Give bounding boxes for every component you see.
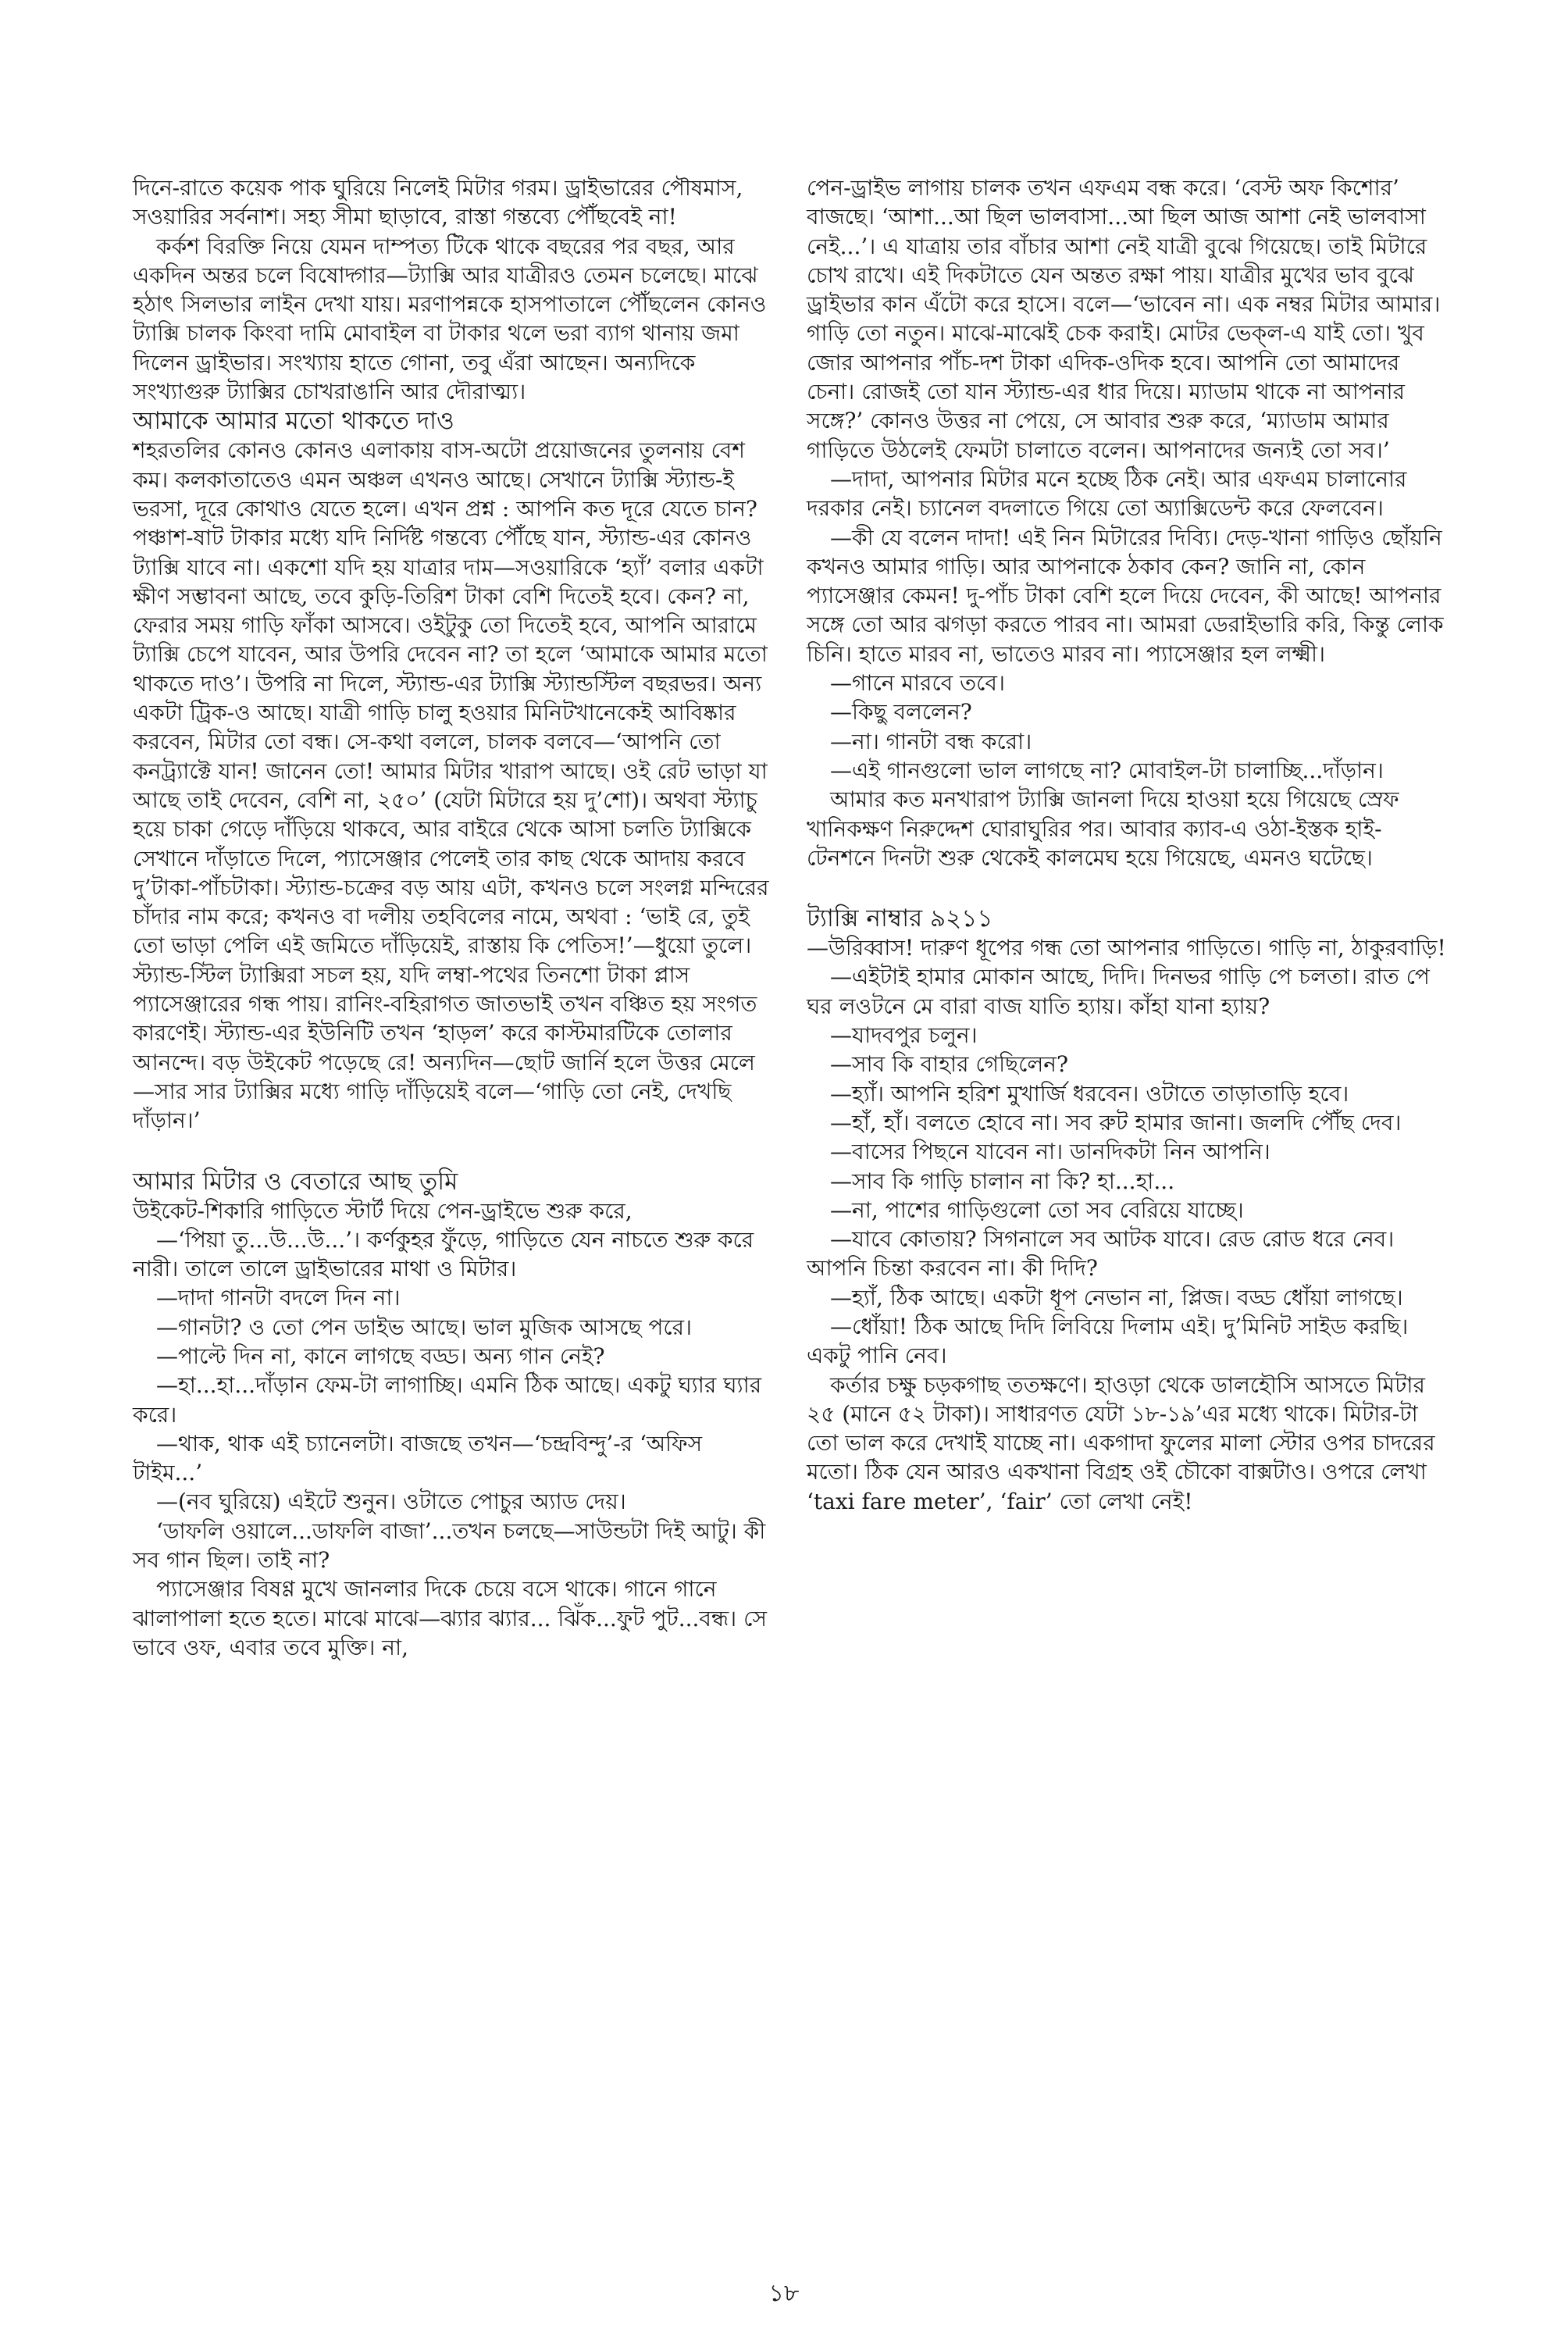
dialogue-line: —না, পাশের গাড়িগুলো তো সব বেরিয়ে যাচ্ছে।: [830, 1196, 1244, 1223]
body-paragraph: উইকেট-শিকারি গাড়িতে স্টার্ট দিয়ে পেন-ড্রাইভে শুরু করে,: [133, 1197, 633, 1224]
body-paragraph: পেন-ড্রাইভ লাগায় চালক তখন এফএম বন্ধ করে। ‘বেস্ট অফ কিশোর’ বাজছে। ‘আশা...আ ছিল ভালবাসা...আ ছিল আজ আশা নেই ভালবাসা নেই...’। এ যাত্রায় তার বাঁচার আশা নেই যাত্রী বুঝে গিয়েছে। তাই মিটারে চোখ রাখে। এই দিকটাতে যেন অন্তত রক্ষা পায়। যাত্রীর মুখের ভাব বুঝে ড্রাইভার কান এঁটো করে হাসে। বলে—‘ভাবেন না। এক নম্বর মিটার আমার। গাড়ি তো নতুন। মাঝে-মাঝেই চেক করাই। মোটর ভেক্‌ল-এ যাই তো। খুব জোর আপনার পাঁচ-দশ টাকা এদিক-ওদিক হবে। আপনি তো আমাদের চেনা। রোজই তো যান স্ট্যান্ড-এর ধার দিয়ে। ম্যাডাম থাকে না আপনার সঙ্গে?’ কোনও উত্তর না পেয়ে, সে আবার শুরু করে, ‘ম্যাডাম আমার গাড়িতে উঠলেই ফেমটা চালাতে বলেন। আপনাদের জন্যই তো সব।’: [807, 175, 1441, 463]
left-column: [133, 173, 773, 1662]
dialogue-line: —এই গানগুলো ভাল লাগছে না? মোবাইল-টা চালাচ্ছি...দাঁড়ান।: [830, 757, 1384, 783]
page-number: ১৮: [768, 2280, 800, 2307]
dialogue-line: —দাদা গানটা বদলে দিন না।: [156, 1285, 401, 1311]
dialogue-line: —সাব কি গাড়ি চালান না কি? হা...হা...: [830, 1168, 1175, 1194]
body-paragraph: কর্তার চক্ষু চড়কগাছ ততক্ষণে। হাওড়া থেকে ডালহৌসি আসতে মিটার ২৫ (মানে ৫২ টাকা)। সাধারণত যেটা ১৮-১৯’এর মধ্যে থাকে। মিটার-টা তো ভাল করে দেখাই যাচ্ছে না। একগাদা ফুলের মালা স্টোর ওপর চাদরের মতো। ঠিক যেন আরও একখানা বিগ্রহ ওই চৌকো বাক্সটাও। ওপরে লেখা ‘taxi fare meter’, ‘fair’ তো লেখা নেই!: [807, 1371, 1435, 1514]
section-spacer: [807, 872, 1447, 904]
dialogue-line: —যাবে কোতায়? সিগনালে সব আটক যাবে। রেড রোড ধরে নেব। আপনি চিন্তা করবেন না। কী দিদি?: [807, 1226, 1395, 1282]
dialogue-line: —বাসের পিছনে যাবেন না। ডানদিকটা নিন আপনি।: [830, 1139, 1270, 1165]
section-heading: ট্যাক্সি নাম্বার ৯২১১: [807, 904, 993, 933]
dialogue-line: —উরিব্বাস! দারুণ ধূপের গন্ধ তো আপনার গাড়িতে। গাড়ি না, ঠাকুরবাড়ি!: [807, 935, 1446, 961]
dialogue-line: —এইটাই হামার মোকান আছে, দিদি। দিনভর গাড়ি পে চলতা। রাত পে ঘর লওটনে মে বারা বাজ যাতি হ্যায়। কাঁহা যানা হ্যায়?: [807, 964, 1430, 1019]
section-heading: আমাকে আমার মতো থাকতে দাও: [133, 407, 454, 436]
dialogue-line: —গানে মারবে তবে।: [830, 670, 1005, 697]
dialogue-line: —না। গানটা বন্ধ করো।: [830, 728, 1032, 754]
dialogue-line: —পাল্টে দিন না, কানে লাগছে বড্ড। অন্য গান নেই?: [156, 1343, 605, 1369]
dialogue-line: —থাক, থাক এই চ্যানেলটা। বাজছে তখন—‘চন্দ্রবিন্দু’-র ‘অফিস টাইম...’: [133, 1430, 703, 1486]
dialogue-line: —হাঁ, হাঁ। বলতে হোবে না। সব রুট হামার জানা। জলদি পৌঁছ দেব।: [830, 1109, 1402, 1136]
dialogue-line: —‘পিয়া তু...উ...উ...’। কর্ণকুহর ফুঁড়ে, গাড়িতে যেন নাচতে শুরু করে নারী। তালে তালে ড্রাইভারের মাথা ও মিটার।: [133, 1226, 754, 1282]
intro-paragraph: কর্কশ বিরক্তি নিয়ে যেমন দাম্পত্য টিকে থাকে বছরের পর বছর, আর একদিন অন্তর চলে বিষোদ্গার—ট্যাক্সি আর যাত্রীরও তেমন চলেছে। মাঝে হঠাৎ সিলভার লাইন দেখা যায়। মরণাপন্নকে হাসপাতালে পৌঁছলেন কোনও ট্যাক্সি চালক কিংবা দামি মোবাইল বা টাকার থলে ভরা ব্যাগ থানায় জমা দিলেন ড্রাইভার। সংখ্যায় হাতে গোনা, তবু এঁরা আছেন। অন্যদিকে সংখ্যাগুরু ট্যাক্সির চোখরাঙানি আর দৌরাত্ম্য।: [133, 233, 767, 405]
body-paragraph: শহরতলির কোনও কোনও এলাকায় বাস-অটো প্রয়োজনের তুলনায় বেশ কম। কলকাতাতেও এমন অঞ্চল এখনও আছে। সেখানে ট্যাক্সি স্ট্যান্ড-ই ভরসা, দূরে কোথাও যেতে হলে। এখন প্রশ্ন : আপনি কত দূরে যেতে চান? পঞ্চাশ-ষাট টাকার মধ্যে যদি নির্দিষ্ট গন্তব্যে পৌঁছে যান, স্ট্যান্ড-এর কোনও ট্যাক্সি যাবে না। একশো যদি হয় যাত্রার দাম—সওয়ারিকে ‘হ্যাঁ’ বলার একটা ক্ষীণ সম্ভাবনা আছে, তবে কুড়ি-তিরিশ টাকা বেশি দিতেই হবে। কেন? না, ফেরার সময় গাড়ি ফাঁকা আসবে। ওইটুকু তো দিতেই হবে, আপনি আরামে ট্যাক্সি চেপে যাবেন, আর উপরি দেবেন না? তা হলে ‘আমাকে আমার মতো থাকতে দাও’। উপরি না দিলে, স্ট্যান্ড-এর ট্যাক্সি স্ট্যান্ডস্টিল বছরভর। অন্য একটা ট্রিক-ও আছে। যাত্রী গাড়ি চালু হওয়ার মিনিটখানেকেই আবিষ্কার করবেন, মিটার তো বন্ধ। সে-কথা বললে, চালক বলবে—‘আপনি তো কনট্র্যাক্টে যান! জানেন তো! আমার মিটার খারাপ আছে। ওই রেট ভাড়া যা আছে তাই দেবেন, বেশি না, ২৫০’ (যেটা মিটারে হয় দু’শো)। অথবা স্ট্যাচু হয়ে চাকা গেড়ে দাঁড়িয়ে থাকবে, আর বাইরে থেকে আসা চলতি ট্যাক্সিকে সেখানে দাঁড়াতে দিলে, প্যাসেঞ্জার পেলেই তার কাছ থেকে আদায় করবে দু’টাকা-পাঁচটাকা। স্ট্যান্ড-চক্রের বড় আয় এটা, কখনও চলে সংলগ্ন মন্দিরের চাঁদার নাম করে; কখনও বা দলীয় তহবিলের নামে, অথবা : ‘ভাই রে, তুই তো ভাড়া পেলি এই জমিতে দাঁড়িয়েই, রাস্তায় কি পেতিস!’—ধুয়ো তুলে। স্ট্যান্ড-স্টিল ট্যাক্সিরা সচল হয়, যদি লম্বা-পথের তিনশো টাকা প্লাস প্যাসেঞ্জারের গন্ধ পায়। রানিং-বহিরাগত জাতভাই তখন বঞ্চিত হয় সংগত কারণেই। স্ট্যান্ড-এর ইউনিটি তখন ‘হাড়ল’ করে কাস্টমারটিকে তোলার আনন্দে। বড় উইকেট পড়েছে রে! অন্যদিন—ছোট জার্নি হলে উত্তর মেলে—সার সার ট্যাক্সির মধ্যে গাড়ি দাঁড়িয়েই বলে—‘গাড়ি তো নেই, দেখছি দাঁড়ান।’: [133, 437, 769, 1134]
dialogue-line: —যাদবপুর চলুন।: [830, 1022, 978, 1049]
right-column: [807, 173, 1447, 1516]
dialogue-line: —হ্যাঁ। আপনি হরিশ মুখার্জি ধরবেন। ওটাতে তাড়াতাড়ি হবে।: [830, 1080, 1349, 1107]
section-spacer: [133, 1136, 773, 1167]
dialogue-line: —ধোঁয়া! ঠিক আছে দিদি লিবিয়ে দিলাম এই। দু’মিনিট সাইড করছি। একটু পানি নেব।: [807, 1313, 1409, 1369]
intro-paragraph: দিনে-রাতে কয়েক পাক ঘুরিয়ে নিলেই মিটার গরম। ড্রাইভারের পৌষমাস, সওয়ারির সর্বনাশ। সহ্য সীমা ছাড়াবে, রাস্তা গন্তব্যে পৌঁছবেই না!: [133, 175, 743, 230]
dialogue-line: ‘ডাফলি ওয়ালে...ডাফলি বাজা’...তখন চলছে—সাউন্ডটা দিই আটু। কী সব গান ছিল। তাই না?: [133, 1517, 766, 1574]
dialogue-line: —কী যে বলেন দাদা! এই নিন মিটারের দিব্যি। দেড়-খানা গাড়িও ছোঁয়নি কখনও আমার গাড়ি। আর আপনাকে ঠকাব কেন? জানি না, কোন প্যাসেঞ্জার কেমন! দু-পাঁচ টাকা বেশি হলে দিয়ে দেবেন, কী আছে! আপনার সঙ্গে তো আর ঝগড়া করতে পারব না। আমরা ডেরাইভারি করি, কিন্তু লোক চিনি। হাতে মারব না, ভাতেও মারব না। প্যাসেঞ্জার হল লক্ষ্মী।: [807, 524, 1444, 667]
dialogue-line: —হ্যাঁ, ঠিক আছে। একটা ধূপ নেভান না, প্লিজ। বড্ড ধোঁয়া লাগছে।: [830, 1284, 1403, 1311]
dialogue-line: —কিছু বললেন?: [830, 699, 972, 726]
dialogue-line: —হা...হা...দাঁড়ান ফেম-টা লাগাচ্ছি। এমনি ঠিক আছে। একটু ঘ্যার ঘ্যার করে।: [133, 1372, 762, 1428]
dialogue-line: —দাদা, আপনার মিটার মনে হচ্ছে ঠিক নেই। আর এফএম চালানোর দরকার নেই। চ্যানেল বদলাতে গিয়ে তো অ্যাক্সিডেন্ট করে ফেলবেন।: [807, 465, 1407, 522]
dialogue-line: —(নব ঘুরিয়ে) এইটে শুনুন। ওটাতে পোচুর অ্যাড দেয়।: [156, 1489, 626, 1515]
body-paragraph: প্যাসেঞ্জার বিষণ্ণ মুখে জানলার দিকে চেয়ে বসে থাকে। গানে গানে ঝালাপালা হতে হতে। মাঝে মাঝে—ঝ্যার ঝ্যার... ঝিঁক...ফুট পুট...বন্ধ। সে ভাবে ওফ, এবার তবে মুক্তি। না,: [133, 1576, 767, 1660]
section-heading: আমার মিটার ও বেতারে আছ তুমি: [133, 1167, 458, 1196]
dialogue-line: —গানটা? ও তো পেন ডাইভ আছে। ভাল মুজিক আসছে পরে।: [156, 1314, 692, 1340]
dialogue-line: —সাব কি বাহার গেছিলেন?: [830, 1051, 1068, 1078]
body-paragraph: আমার কত মনখারাপ ট্যাক্সি জানলা দিয়ে হাওয়া হয়ে গিয়েছে স্রেফ খানিকক্ষণ নিরুদ্দেশ ঘোরাঘুরির পর। আবার ক্যাব-এ ওঠা-ইস্তক হাই-টেনশনে দিনটা শুরু থেকেই কালমেঘ হয়ে গিয়েছে, এমনও ঘটেছে।: [807, 786, 1399, 871]
